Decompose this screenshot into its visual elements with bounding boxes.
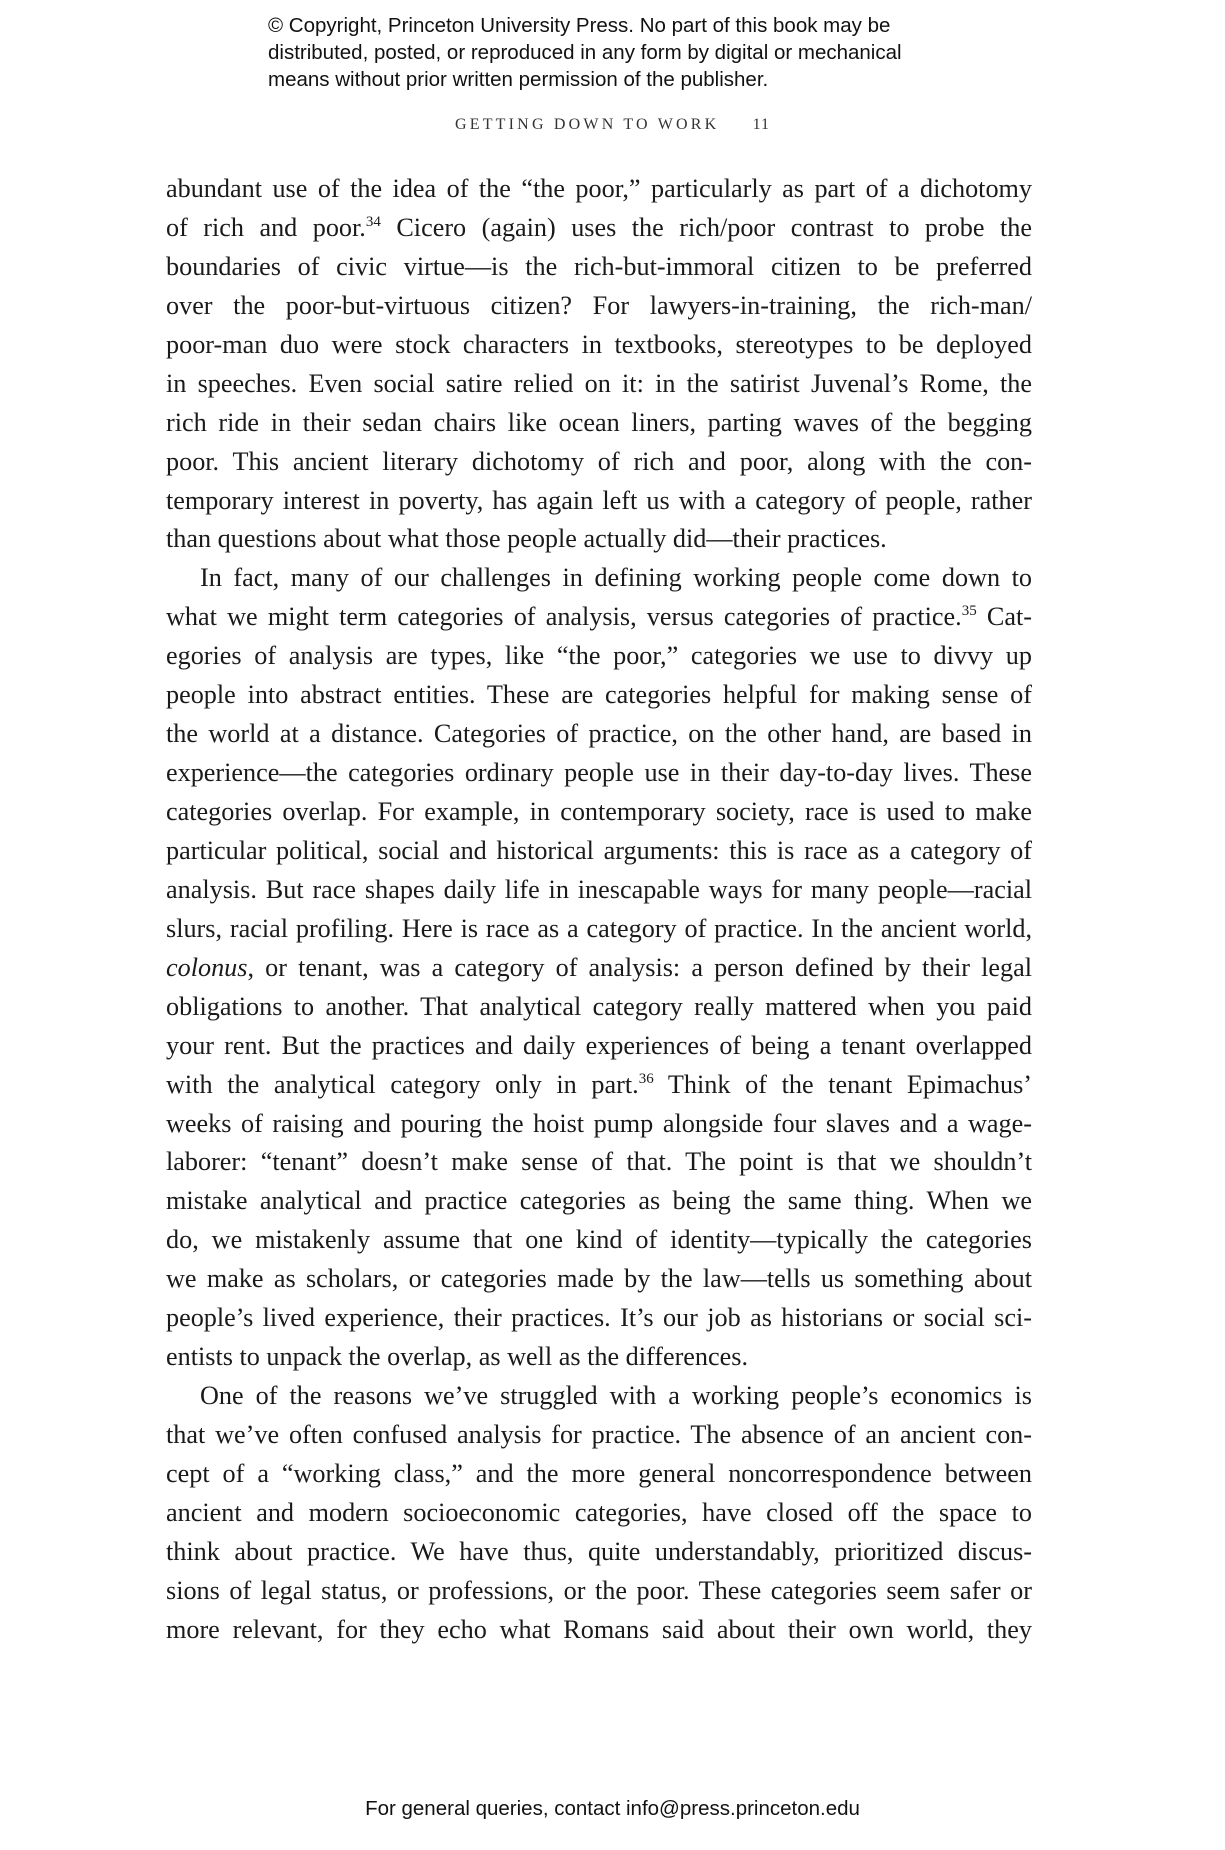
body-text (166, 170, 1032, 1650)
running-head-title: GETTING DOWN TO WORK (454, 116, 720, 133)
text-line: do, we mistakenly assume that one kind of identity—typically the categories (166, 1225, 1032, 1255)
copyright-line: © Copyright, Princeton University Press. No part of this book may be (268, 14, 891, 37)
text-line: sions of legal status, or professions, or the poor. These categories seem safer or (166, 1575, 1032, 1605)
text-line: people’s lived experience, their practices. It’s our job as historians or social sci- (166, 1303, 1032, 1333)
footnote-ref: 35 (961, 603, 977, 620)
text-line: One of the reasons we’ve struggled with a working people’s economics is (200, 1381, 1032, 1411)
text-line: your rent. But the practices and daily experiences of being a tenant overlapped (166, 1030, 1032, 1060)
copyright-line: means without prior written permission of the publisher. (268, 68, 769, 91)
text-line: slurs, racial profiling. Here is race as a category of practice. In the ancient world, (166, 913, 1032, 943)
text-line: egories of analysis are types, like “the poor,” categories we use to divvy up (166, 641, 1032, 671)
text-line: rich ride in their sedan chairs like ocean liners, parting waves of the begging (166, 407, 1032, 437)
text-line: In fact, many of our challenges in defining working people come down to (200, 563, 1032, 593)
text-line: experience—the categories ordinary people use in their day-to-day lives. These (166, 758, 1032, 788)
text-line: boundaries of civic virtue—is the rich-but-immoral citizen to be preferred (166, 251, 1032, 281)
text-line: with the analytical category only in part.$^{36}$ Think of the tenant Epimachus’ (166, 1069, 1032, 1099)
text-line: cept of a “working class,” and the more general noncorrespondence between (166, 1458, 1032, 1488)
text-line: particular political, social and historical arguments: this is race as a category of (166, 835, 1032, 865)
text-line: of rich and poor.$^{34}$ Cicero (again) uses the rich/poor contrast to probe the (166, 212, 1032, 242)
text-line: analysis. But race shapes daily life in inescapable ways for many people—racial (166, 874, 1032, 904)
italic-term: colonus (166, 952, 248, 982)
footnote-ref: 36 (638, 1070, 654, 1087)
text-line: colonus, or tenant, was a category of analysis: a person defined by their legal (166, 952, 1032, 982)
text-line: abundant use of the idea of the “the poor,” particularly as part of a dichotomy (166, 174, 1032, 203)
text-line: over the poor-but-virtuous citizen? For lawyers-in-training, the rich-man/ (166, 290, 1032, 320)
text-line: categories overlap. For example, in contemporary society, race is used to make (166, 797, 1032, 826)
text-line: in speeches. Even social satire relied on it: in the satirist Juvenal’s Rome, the (166, 368, 1032, 398)
text-line: we make as scholars, or categories made by the law—tells us something about (166, 1264, 1032, 1294)
text-line: the world at a distance. Categories of practice, on the other hand, are based in (166, 719, 1032, 749)
text-line: poor. This ancient literary dichotomy of rich and poor, along with the con- (166, 446, 1032, 476)
text-line: poor-man duo were stock characters in textbooks, stereotypes to be deployed (166, 329, 1032, 359)
text-line: obligations to another. That analytical category really mattered when you paid (166, 991, 1032, 1021)
copyright-line: distributed, posted, or reproduced in any form by digital or mechanical (268, 41, 902, 64)
text-line: what we might term categories of analysis, versus categories of practice.$^{35}$ Cat- (166, 602, 1033, 632)
running-head (0, 116, 1225, 134)
text-line: that we’ve often confused analysis for practice. The absence of an ancient con- (166, 1420, 1032, 1449)
text-line: more relevant, for they echo what Romans said about their own world, they (166, 1614, 1032, 1644)
text-line: think about practice. We have thus, quite understandably, prioritized discus- (166, 1536, 1032, 1566)
text-line: weeks of raising and pouring the hoist pump alongside four slaves and a wage- (166, 1108, 1032, 1138)
text-line: laborer: “tenant” doesn’t make sense of that. The point is that we shouldn’t (166, 1147, 1032, 1177)
text-line: ancient and modern socioeconomic categories, have closed off the space to (166, 1497, 1032, 1527)
footer-contact: For general queries, contact info@press.princeton.edu (365, 1797, 860, 1820)
text-line: entists to unpack the overlap, as well as the differences. (166, 1342, 748, 1372)
text-line: than questions about what those people actually did—their practices. (166, 524, 887, 554)
footnote-ref: 34 (365, 213, 381, 230)
page-number: 11 (752, 116, 771, 133)
copyright-notice (268, 12, 1028, 93)
text-line: mistake analytical and practice categories as being the same thing. When we (166, 1186, 1032, 1216)
text-line: temporary interest in poverty, has again left us with a category of people, rather (166, 485, 1032, 515)
text-line: people into abstract entities. These are categories helpful for making sense of (166, 680, 1032, 710)
